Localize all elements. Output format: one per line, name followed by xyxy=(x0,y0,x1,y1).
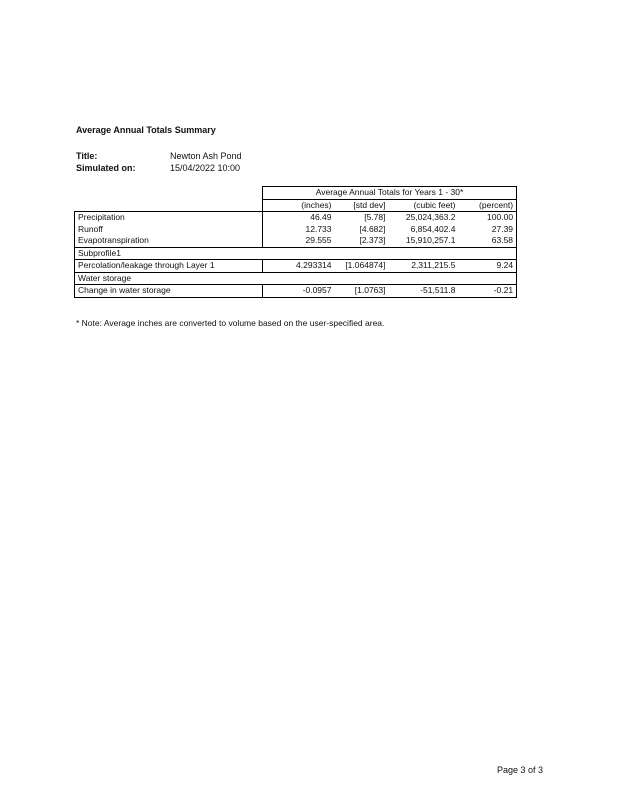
table-blank-cell xyxy=(75,199,263,212)
cell-inches: 46.49 xyxy=(263,212,335,224)
cell-cubic-feet: 25,024,363.2 xyxy=(389,212,459,224)
title-label: Title: xyxy=(76,151,98,161)
title-value: Newton Ash Pond xyxy=(170,151,242,161)
table-row xyxy=(75,212,517,224)
cell-inches: 12.733 xyxy=(263,224,335,236)
table-row xyxy=(75,285,517,298)
cell-std-dev: [1.064874] xyxy=(335,260,389,273)
cell-cubic-feet: 6,854,402.4 xyxy=(410,223,456,234)
row-label: Percolation/leakage through Layer 1 xyxy=(75,260,263,273)
cell-percent: 27.39 xyxy=(459,224,517,236)
table-group-header-row xyxy=(75,187,517,200)
row-label: Runoff xyxy=(75,224,263,236)
cell-percent: -0.21 xyxy=(459,285,517,298)
row-label: Precipitation xyxy=(75,212,263,224)
water-storage-label: Water storage xyxy=(75,272,517,285)
cell-cubic-feet: 15,910,257.1 xyxy=(389,235,459,247)
row-label: Evapotranspiration xyxy=(75,235,263,247)
volume-note: * Note: Average inches are converted to volume based on the user-specified area. xyxy=(76,318,385,328)
table-column-header-row xyxy=(75,199,517,212)
cell-percent: 100.00 xyxy=(459,212,517,224)
cell-std-dev: [1.0763] xyxy=(335,285,389,298)
cell-std-dev: [2.373] xyxy=(335,235,389,247)
cell-inches: 4.293314 xyxy=(263,260,335,273)
page-number: Page 3 of 3 xyxy=(497,765,544,775)
row-label: Change in water storage xyxy=(75,285,263,298)
table-row xyxy=(75,260,517,273)
table-blank-cell xyxy=(75,187,263,200)
subprofile-label: Subprofile1 xyxy=(75,247,517,260)
report-heading: Average Annual Totals Summary xyxy=(76,125,216,135)
column-header-inches: (inches) xyxy=(263,199,335,212)
cell-cubic-feet: 2,311,215.5 xyxy=(389,260,459,273)
cell-inches: -0.0957 xyxy=(263,285,335,298)
subprofile-row xyxy=(75,247,517,260)
simulated-value: 15/04/2022 10:00 xyxy=(170,163,241,173)
simulated-label: Simulated on: xyxy=(76,163,136,173)
cell-std-dev: [5.78] xyxy=(335,212,389,224)
column-header-std-dev: [std dev] xyxy=(335,199,389,212)
cell-percent: 9.24 xyxy=(459,260,517,273)
group-header: Average Annual Totals for Years 1 - 30* xyxy=(263,187,517,200)
cell-cubic-feet: -51,511.8 xyxy=(389,285,459,298)
cell-std-dev: [4.682] xyxy=(359,223,386,234)
cell-inches: 29.555 xyxy=(263,235,335,247)
water-storage-row xyxy=(75,272,517,285)
column-header-cubic-feet: (cubic feet) xyxy=(389,199,459,212)
cell-percent: 63.58 xyxy=(459,235,517,247)
table-row xyxy=(75,224,517,236)
column-header-percent: (percent) xyxy=(459,199,517,212)
table-row xyxy=(75,235,517,247)
annual-totals-table xyxy=(74,186,517,298)
